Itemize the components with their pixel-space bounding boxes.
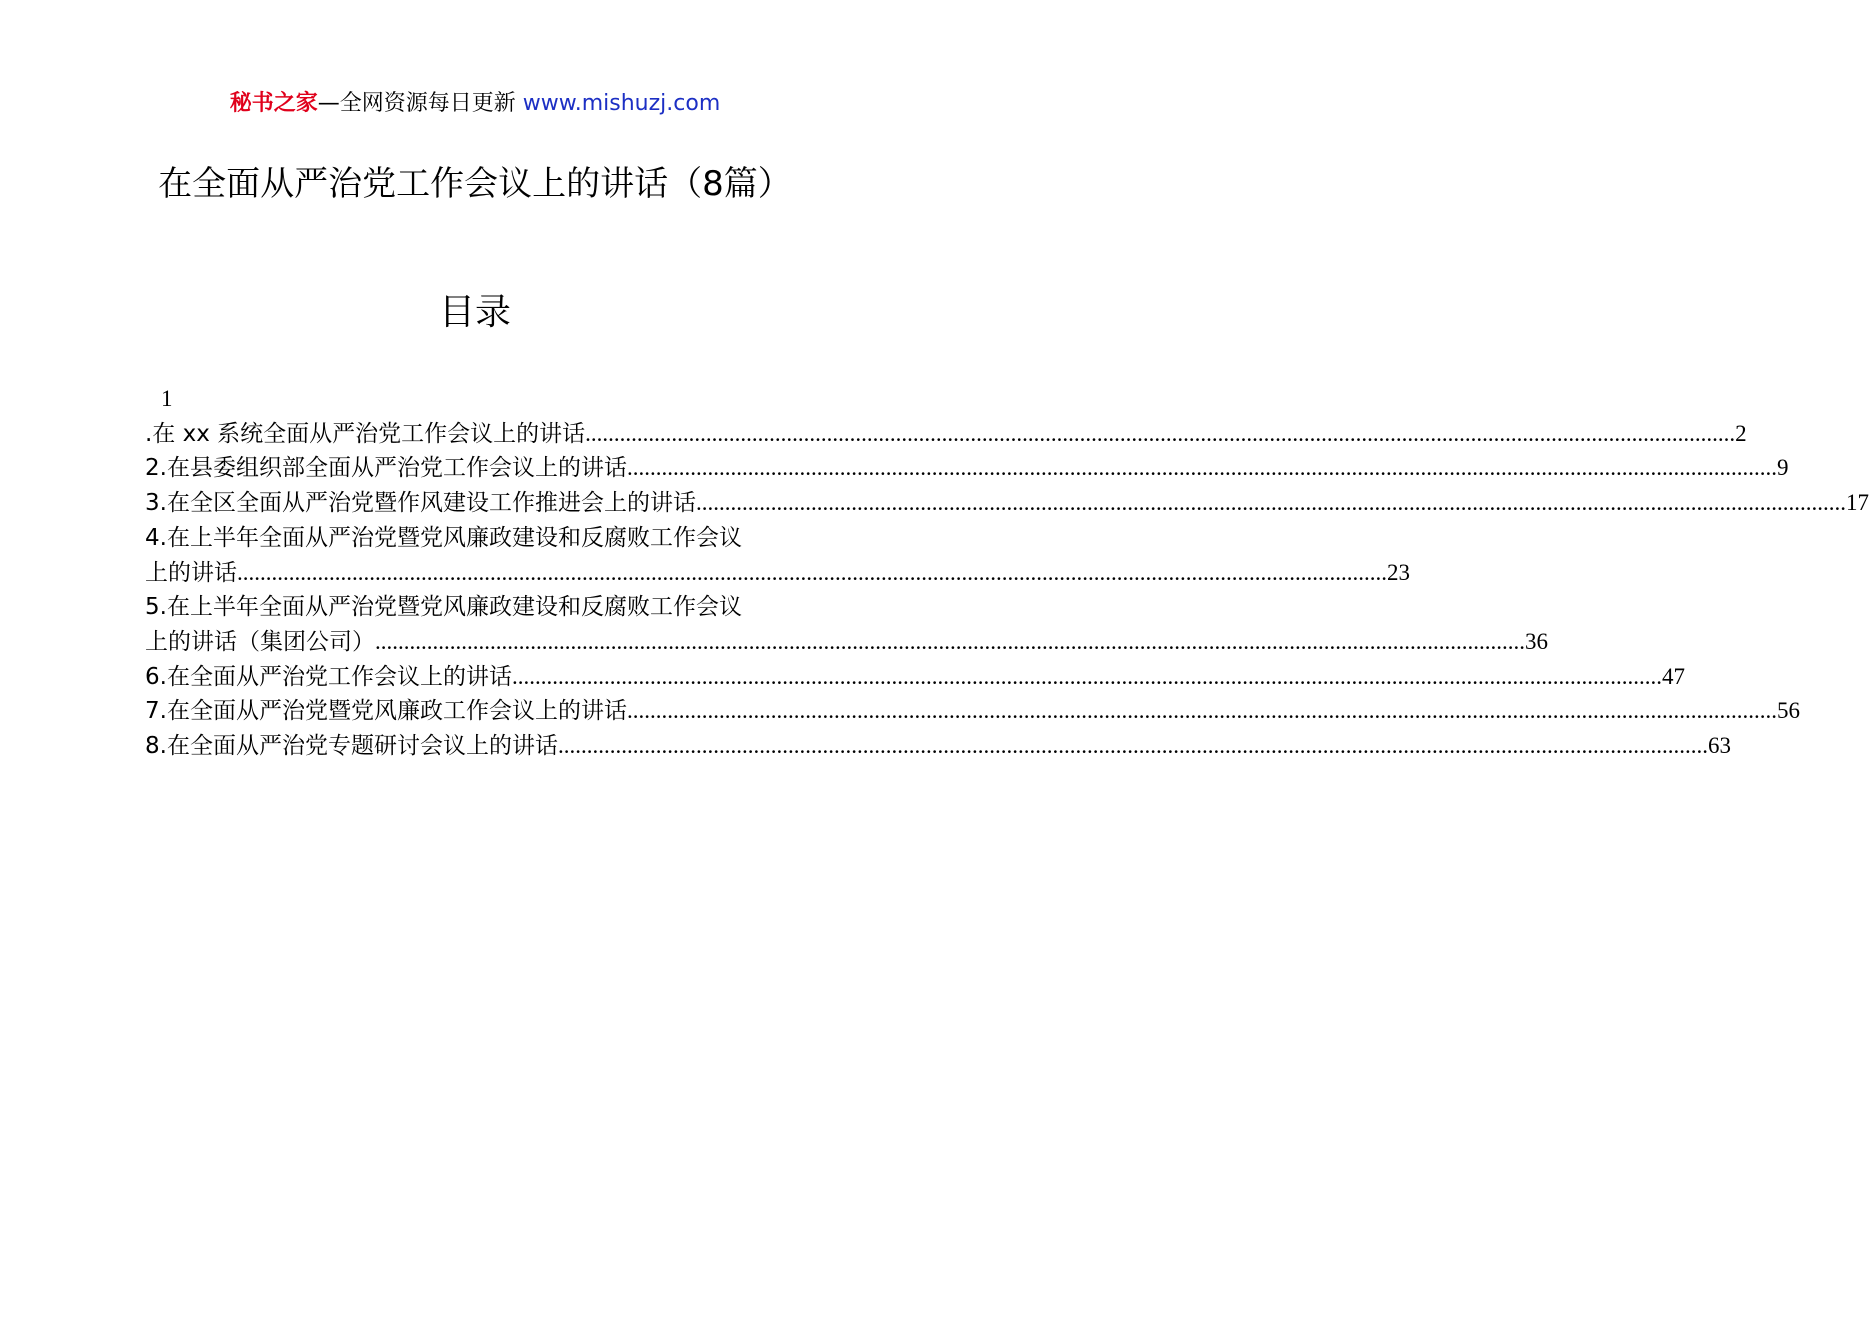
toc-entry-4[interactable] [145,521,807,556]
banner-tagline: —全网资源每日更新 [317,91,523,116]
toc-entry-page: 63 [1707,733,1731,759]
toc-entry-page: 47 [1661,663,1685,689]
toc-entry-page: 56 [1776,698,1800,724]
toc-leader-dots: ........................................................................................................................................................................................................ [375,628,1525,654]
toc-entry-page: 36 [1525,628,1548,654]
toc-entry-3[interactable] [145,486,1869,521]
toc-entry-page: 9 [1776,455,1789,481]
toc-heading: 目录 [438,292,511,333]
toc-entry-label: .在 xx 系统全面从严治党工作会议上的讲话 [145,420,586,447]
toc-entry-5-continuation[interactable] [145,625,1548,660]
toc-leader-dots: ........................................................................................................................................................................................................ [695,490,1846,516]
toc-entry-2[interactable] [145,451,1789,486]
toc-leader-dots: ........................................................................................................................................................................................................ [237,559,1387,585]
site-banner [0,88,950,120]
toc-entry-page: 17 [1845,490,1869,516]
toc-entry-page: 2 [1735,420,1747,446]
table-of-contents [145,382,1869,764]
toc-entry-label: 6.在全面从严治党工作会议上的讲话 [145,663,512,690]
toc-leader-dots: ........................................................................................................................................................................................................ [557,733,1708,759]
toc-entry-label-continuation: 上的讲话（集团公司） [145,628,375,655]
toc-leader-dots: ........................................................................................................................................................................................................ [585,420,1736,446]
toc-entry-label: 5.在上半年全面从严治党暨党风廉政建设和反腐败工作会议 [145,594,742,621]
toc-leader-dots: ........................................................................................................................................................................................................ [511,663,1662,689]
toc-entry-8[interactable] [145,729,1731,764]
toc-entry-label: 4.在上半年全面从严治党暨党风廉政建设和反腐败工作会议 [145,524,742,551]
toc-leader-dots: ........................................................................................................................................................................................................ [626,455,1777,481]
toc-entry-label: 2.在县委组织部全面从严治党工作会议上的讲话 [145,455,627,482]
toc-entry-1[interactable] [145,417,1747,452]
toc-lead-number-line [145,382,807,417]
toc-entry-4-continuation[interactable] [145,556,1410,591]
site-url-link[interactable]: www.mishuzj.com [522,91,721,116]
toc-entry-5[interactable] [145,590,807,625]
toc-leader-dots: ........................................................................................................................................................................................................ [626,698,1777,724]
brand-name: 秘书之家 [229,91,318,116]
toc-entry-7[interactable] [145,694,1800,729]
toc-entry-label: 3.在全区全面从严治党暨作风建设工作推进会上的讲话 [145,490,696,517]
toc-entry-label: 8.在全面从严治党专题研讨会议上的讲话 [145,733,558,760]
toc-entry-page: 23 [1387,559,1410,585]
document-title: 在全面从严治党工作会议上的讲话（8篇） [158,164,792,204]
toc-entry-label: 7.在全面从严治党暨党风廉政工作会议上的讲话 [145,698,627,725]
toc-entry-label-continuation: 上的讲话 [145,559,237,586]
toc-entry-6[interactable] [145,660,1685,695]
toc-lead-number: 1 [161,386,173,411]
